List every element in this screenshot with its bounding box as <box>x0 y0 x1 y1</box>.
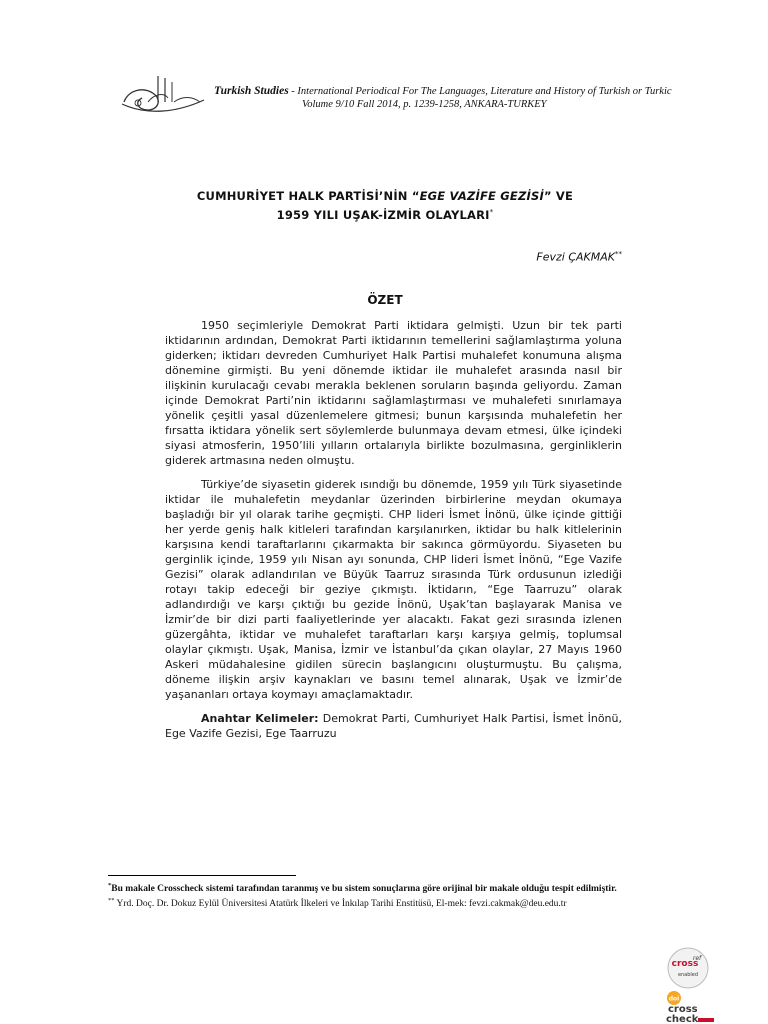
footnotes <box>108 880 688 910</box>
footnote-divider <box>108 875 296 876</box>
title-part1: CUMHURİYET HALK PARTİSİ’NİN “ <box>196 189 420 203</box>
crossref-badge <box>666 946 710 990</box>
title-footnote-mark: * <box>489 208 494 216</box>
title-italic: EGE VAZİFE GEZİSİ <box>419 189 544 203</box>
abstract-heading: ÖZET <box>367 293 403 307</box>
journal-description: - International Periodical For The Languages, Literature and History of Turkish or Turkic <box>288 86 672 97</box>
author-name: Fevzi ÇAKMAK <box>536 250 615 264</box>
crosscheck-badge <box>664 990 716 1024</box>
footnote-1 <box>108 880 688 895</box>
keywords-list: Demokrat Parti, Cumhuriyet Halk Partisi, İsmet İnönü, Ege Vazife Gezisi, Ege Taarruzu <box>165 712 623 740</box>
abstract-body <box>165 318 622 750</box>
title-line2: 1959 YILI UŞAK-İZMİR OLAYLARI <box>276 207 490 222</box>
keywords <box>165 711 622 741</box>
abstract-paragraph-2: Türkiye’de siyasetin giderek ısındığı bu dönemde, 1959 yılı Türk siyasetinde iktidar ile muhalefetin meydanlar üzerinden birbirlerine meydan okumaya başladığı bir yıl olarak tarihe geçmişti. CHP lideri İsmet İnönü, ülke içinde gittiği her yerde geniş halk kitleleri tarafından karşılanırken, iktidar bu halk kitlelerinin karşısına kendi taraftarlarını çıkarmakta bir sakınca görmüyordu. Siyaseten bu gerginlik içinde, 1959 yılı Nisan ayı sonunda, CHP lideri İsmet İnönü, “Ege Vazife Gezisi” olarak adlandırılan ve Büyük Taarruz sırasında Türk ordusunun izlediği rotayı takip edeceği bir geziye çıkmıştı. İktidarın, “Ege Taarruzu” olarak adlandırdığı ve karşı çıktığı bu gezide İnönü, Uşak’tan başlayarak Manisa ve İzmir’de bir dizi parti faaliyetlerinde yer alacaktı. Fakat gezi sırasında izlenen güzergâhta, iktidar ve muhalefet taraftarları karşı karşıya gelmiş, toplumsal olaylar çıkmıştı. Uşak, Manisa, İzmir ve İstanbul’da çıkan olaylar, 27 Mayıs 1960 Askeri müdahalesine gidilen sürecin başlangıcını oluşturmuştu. Bu çalışma, döneme ilişkin arşiv kaynakları ve basını temel alınarak, Uşak ve İzmir’de yaşananları ortaya koymayı amaçlamaktadır. <box>165 478 622 701</box>
abstract-paragraph-1: 1950 seçimleriyle Demokrat Parti iktidara gelmişti. Uzun bir tek parti iktidarının ardından, Demokrat Parti iktidarının temellerini sağlamlaştırma yoluna giderken; iktidarı devreden Cumhuriyet Halk Partisi muhalefet konumuna alışma dönemine girmişti. Bu yeni dönemde iktidar ile muhalefet arasında nasıl bir ilişkinin kurulacağı cevabı merakla beklenen soruların başında geliyordu. Zaman içinde Demokrat Parti’nin iktidarını sağlamlaştırması ve muhalefeti sınırlamaya yönelik çeşitli yasal düzenlemelere gitmesi; bunun karşısında muhalefetin her fırsatta iktidara yönelik sert söylemlerde bulunmaya devam etmesi, ülke içindeki siyasi atmosferin, 1950’lili yılların ortalarıyla birlikte bozulmasına, gerginliklerin giderek artmasına neden olmuştu. <box>165 319 622 467</box>
footnote-2-mark: ** <box>108 897 115 905</box>
footnote-1-mark: * <box>108 882 112 889</box>
article-title <box>150 188 620 223</box>
author <box>536 250 622 264</box>
journal-header <box>214 85 694 111</box>
crossref-sup-text: ref <box>692 955 702 962</box>
author-footnote-mark: ** <box>615 250 622 258</box>
title-part2: ” VE <box>543 189 574 203</box>
doi-text: doi <box>668 995 680 1003</box>
journal-name: Turkish Studies <box>214 85 289 97</box>
crossref-enabled-text: enabled <box>677 972 699 978</box>
footnote-2-text: Yrd. Doç. Dr. Dokuz Eylül Üniversitesi Atatürk İlkeleri ve İnkılap Tarihi Enstitüsü, El-mek: fevzi.cakmak@deu.edu.tr <box>114 899 567 910</box>
footnote-2 <box>108 895 688 910</box>
volume-line: Volume 9/10 Fall 2014, p. 1239-1258, ANKARA-TURKEY <box>302 99 547 110</box>
crossref-text: cross <box>671 959 699 969</box>
journal-logo-tughra <box>118 72 206 118</box>
footnote-1-text: Bu makale Crosscheck sistemi tarafından taranmış ve bu sistem sonuçlarına göre orijinal bir makale olduğu tespit edilmiştir. <box>111 884 617 895</box>
crosscheck-line2: check <box>666 1014 699 1024</box>
crosscheck-line1: cross <box>668 1004 698 1015</box>
keywords-label: Anahtar Kelimeler: <box>201 712 319 725</box>
